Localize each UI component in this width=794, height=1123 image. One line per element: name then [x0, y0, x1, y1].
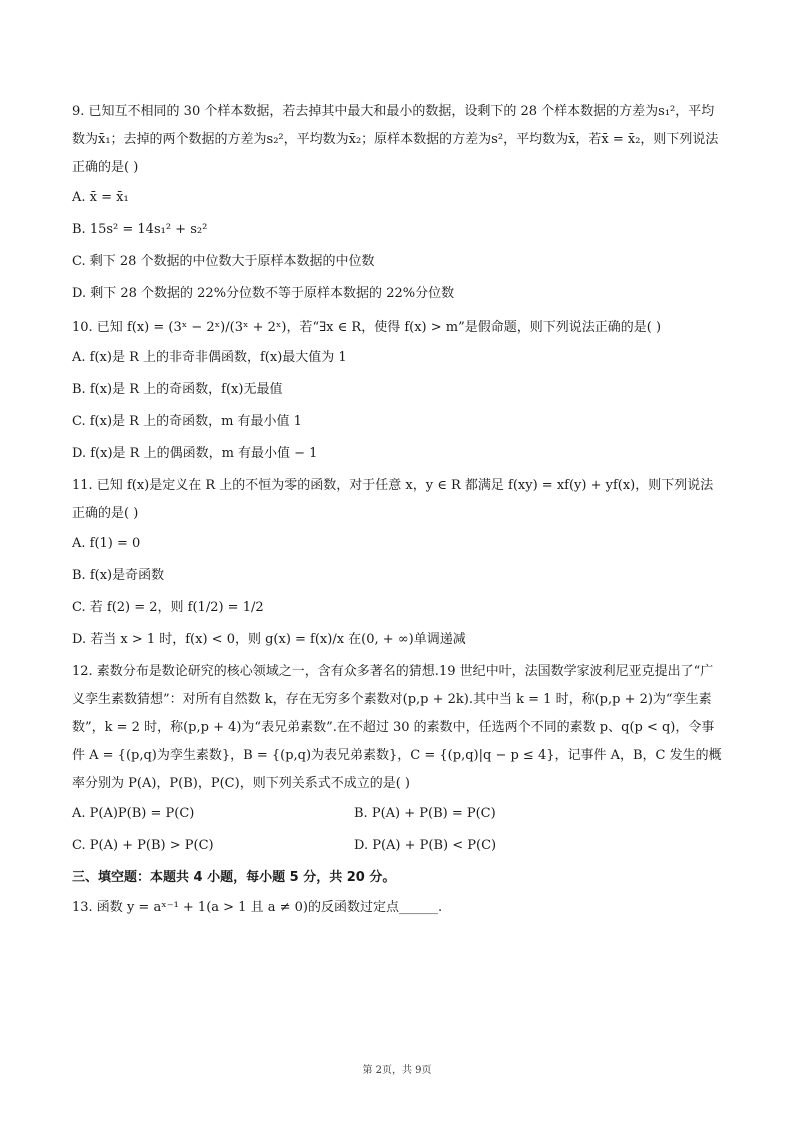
- question-9-option-a: A. x̄ = x̄₁: [72, 190, 129, 205]
- question-11-stem: 11. 已知 f(x)是定义在 R 上的不恒为零的函数，对于任意 x，y ∈ R 都满足 f(xy) = xf(y) + yf(x)，则下列说法正确的是( ): [72, 478, 714, 521]
- question-12-option-d: D. P(A) + P(B) < P(C): [354, 838, 497, 853]
- question-10-stem: 10. 已知 f(x) = (3ˣ − 2ˣ)/(3ˣ + 2ˣ)，若“∃x ∈ R，使得 f(x) > m”是假命题，则下列说法正确的是( ): [72, 320, 662, 335]
- question-10-option-c: C. f(x)是 R 上的奇函数，m 有最小值 1: [72, 414, 302, 429]
- question-12-options-row-1: [72, 798, 722, 830]
- question-11-option-c: C. 若 f(2) = 2，则 f(1/2) = 1/2: [72, 600, 264, 615]
- question-10-option-d: D. f(x)是 R 上的偶函数，m 有最小值 − 1: [72, 446, 318, 461]
- question-13-stem: 13. 函数 y = aˣ⁻¹ + 1(a > 1 且 a ≠ 0)的反函数过定点______.: [72, 900, 443, 915]
- page-footer: 第 2页，共 9页: [362, 1065, 432, 1076]
- question-12-stem: 12. 素数分布是数论研究的核心领域之一，含有众多著名的猜想.19 世纪中叶，法国数学家波利尼亚克提出了“广义孪生素数猜想”：对所有自然数 k，存在无穷多个素数对(p,p + 2k).其中当 k = 1 时，称(p,p + 2)为“孪生素数”，k = 2 时，称(p,p + 4)为“表兄弟素数”.在不超过 30 的素数中，任选两个不同的素数 p、q(p < q)，令事件 A = {(p,q)为孪生素数}，B = {(p,q)为表兄弟素数}，C = {(p,q)|q − p ≤ 4}，记事件 A，B，C 发生的概率分别为 P(A)，P(B)，P(C)，则下列关系式不成立的是( ): [72, 664, 722, 791]
- question-12-option-a: A. P(A)P(B) = P(C): [72, 806, 195, 821]
- question-12-options-row-2: [72, 830, 722, 862]
- question-12-option-c: C. P(A) + P(B) > P(C): [72, 838, 214, 853]
- question-9-option-b: B. 15s² = 14s₁² + s₂²: [72, 222, 208, 237]
- section-3-heading: 三、填空题：本题共 4 小题，每小题 5 分，共 20 分。: [72, 870, 396, 885]
- page-content: [72, 98, 722, 922]
- question-11-option-b: B. f(x)是奇函数: [72, 568, 165, 583]
- question-11-option-d: D. 若当 x > 1 时，f(x) < 0，则 g(x) = f(x)/x 在(0, + ∞)单调递减: [72, 632, 466, 647]
- question-11-option-a: A. f(1) = 0: [72, 536, 141, 551]
- question-9-option-c: C. 剩下 28 个数据的中位数大于原样本数据的中位数: [72, 254, 375, 269]
- question-10-option-a: A. f(x)是 R 上的非奇非偶函数，f(x)最大值为 1: [72, 350, 347, 365]
- question-9-option-d: D. 剩下 28 个数据的 22%分位数不等于原样本数据的 22%分位数: [72, 286, 455, 301]
- question-12-option-b: B. P(A) + P(B) = P(C): [354, 806, 496, 821]
- question-9-stem: 9. 已知互不相同的 30 个样本数据，若去掉其中最大和最小的数据，设剩下的 28 个样本数据的方差为s₁²，平均数为x̄₁；去掉的两个数据的方差为s₂²，平均数为x̄₂；原样本数据的方差为s²，平均数为x̄，若x̄ = x̄₂，则下列说法正确的是( ): [72, 104, 719, 175]
- question-10-option-b: B. f(x)是 R 上的奇函数，f(x)无最值: [72, 382, 283, 397]
